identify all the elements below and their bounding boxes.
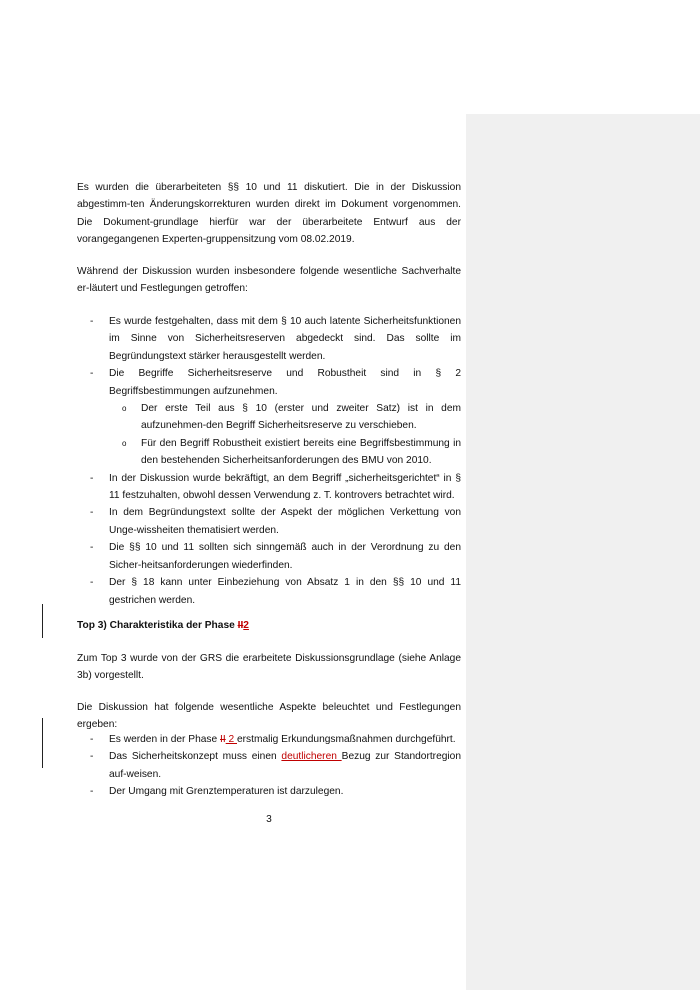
list-item xyxy=(77,313,461,365)
list-item-text: In der Diskussion wurde bekräftigt, an dem Begriff „sicherheitsgerichtet“ in § 11 festzuhalten, obwohl dessen Verwendung z. T. kontrovers betrachtet wird. xyxy=(109,472,461,502)
sub-bullet: o xyxy=(122,404,127,414)
aspects-list xyxy=(77,731,461,801)
change-bar xyxy=(42,718,43,768)
list-item-text: erstmalig Erkundungsmaßnahmen durchgeführt. xyxy=(237,734,456,745)
list-item xyxy=(77,574,461,609)
inserted-text: deutlicheren xyxy=(281,751,342,763)
list-item-text: Die §§ 10 und 11 sollten sich sinngemäß auch in der Verordnung zu den Sicher-heitsanforderungen wiederfinden. xyxy=(109,542,461,571)
comment-pane xyxy=(466,114,700,990)
bullet: - xyxy=(90,507,94,519)
bullet: - xyxy=(90,734,94,745)
list-item xyxy=(77,365,461,469)
list-item-text: Das Sicherheitskonzept muss einen xyxy=(109,751,282,763)
bullet: - xyxy=(90,542,94,554)
deleted-text: II xyxy=(237,620,244,631)
list-item-text: Die Begriffe Sicherheitsreserve und Robustheit sind in § 2 Begriffsbestimmungen aufzunehmen. xyxy=(109,368,461,397)
paragraph-top3: Zum Top 3 wurde von der GRS die erarbeitete Diskussionsgrundlage (siehe Anlage 3b) vorgestellt. xyxy=(77,653,461,682)
page-number: 3 xyxy=(266,814,272,825)
bullet: - xyxy=(90,577,94,589)
inserted-text: 2 xyxy=(225,734,237,745)
paragraph-intro: Es wurden die überarbeiteten §§ 10 und 11 diskutiert. Die in der Diskussion abgestimm-ten Änderungskorrekturen wurden direkt im Dokument vorgenommen. Die Dokument-grundlage hierfür war der überarbeitete Entwurf aus der vorangegangenen Experten-gruppensitzung vom 08.02.2019. xyxy=(77,182,461,246)
sub-list-item xyxy=(109,400,461,435)
bullet: - xyxy=(90,316,94,327)
list-item-text: Es wurde festgehalten, dass mit dem § 10 auch latente Sicherheitsfunktionen im Sinne von Sicherheitsreserven abgedeckt sind. Das sollte im Begründungstext stärker herausgestellt werden. xyxy=(109,316,461,362)
bullet: - xyxy=(90,751,94,763)
section-heading xyxy=(77,617,461,634)
sub-list xyxy=(109,400,461,470)
sub-list-item-text: Für den Begriff Robustheit existiert bereits eine Begriffsbestimmung in den bestehenden Sicherheitsanforderungen des BMU von 2010. xyxy=(141,437,461,467)
bullet: - xyxy=(90,472,94,484)
list-item xyxy=(77,731,461,748)
heading-text: Top 3) Charakteristika der Phase xyxy=(77,620,238,631)
findings-list xyxy=(77,313,461,609)
list-item-text: Bezug zur Standortregion auf-weisen. xyxy=(109,751,461,780)
list-item xyxy=(77,748,461,783)
deleted-text: II xyxy=(220,734,226,745)
change-bar xyxy=(42,604,43,638)
sub-list-item-text: Der erste Teil aus § 10 (erster und zweiter Satz) ist in dem aufzunehmen-den Begriff Sicherheitsreserve zu verschieben. xyxy=(141,403,461,432)
paragraph-aspects: Die Diskussion hat folgende wesentliche Aspekte beleuchtet und Festlegungen ergeben: xyxy=(77,702,461,731)
list-item xyxy=(77,470,461,505)
sub-bullet: o xyxy=(122,438,127,448)
inserted-text: 2 xyxy=(243,620,249,631)
list-item-text: Der § 18 kann unter Einbeziehung von Absatz 1 in den §§ 10 und 11 gestrichen werden. xyxy=(109,577,461,606)
list-item-text: In dem Begründungstext sollte der Aspekt der möglichen Verkettung von Unge-wissheiten thematisiert werden. xyxy=(109,507,461,536)
list-item-text: Der Umgang mit Grenztemperaturen ist darzulegen. xyxy=(109,786,344,798)
list-item-text: Es werden in der Phase xyxy=(109,734,220,745)
bullet: - xyxy=(90,368,94,380)
list-item xyxy=(77,783,461,800)
paragraph-discussion: Während der Diskussion wurden insbesondere folgende wesentliche Sachverhalte er-läutert und Festlegungen getroffen: xyxy=(77,266,461,295)
list-item xyxy=(77,504,461,539)
list-item xyxy=(77,539,461,574)
sub-list-item xyxy=(109,435,461,470)
bullet: - xyxy=(90,786,94,798)
